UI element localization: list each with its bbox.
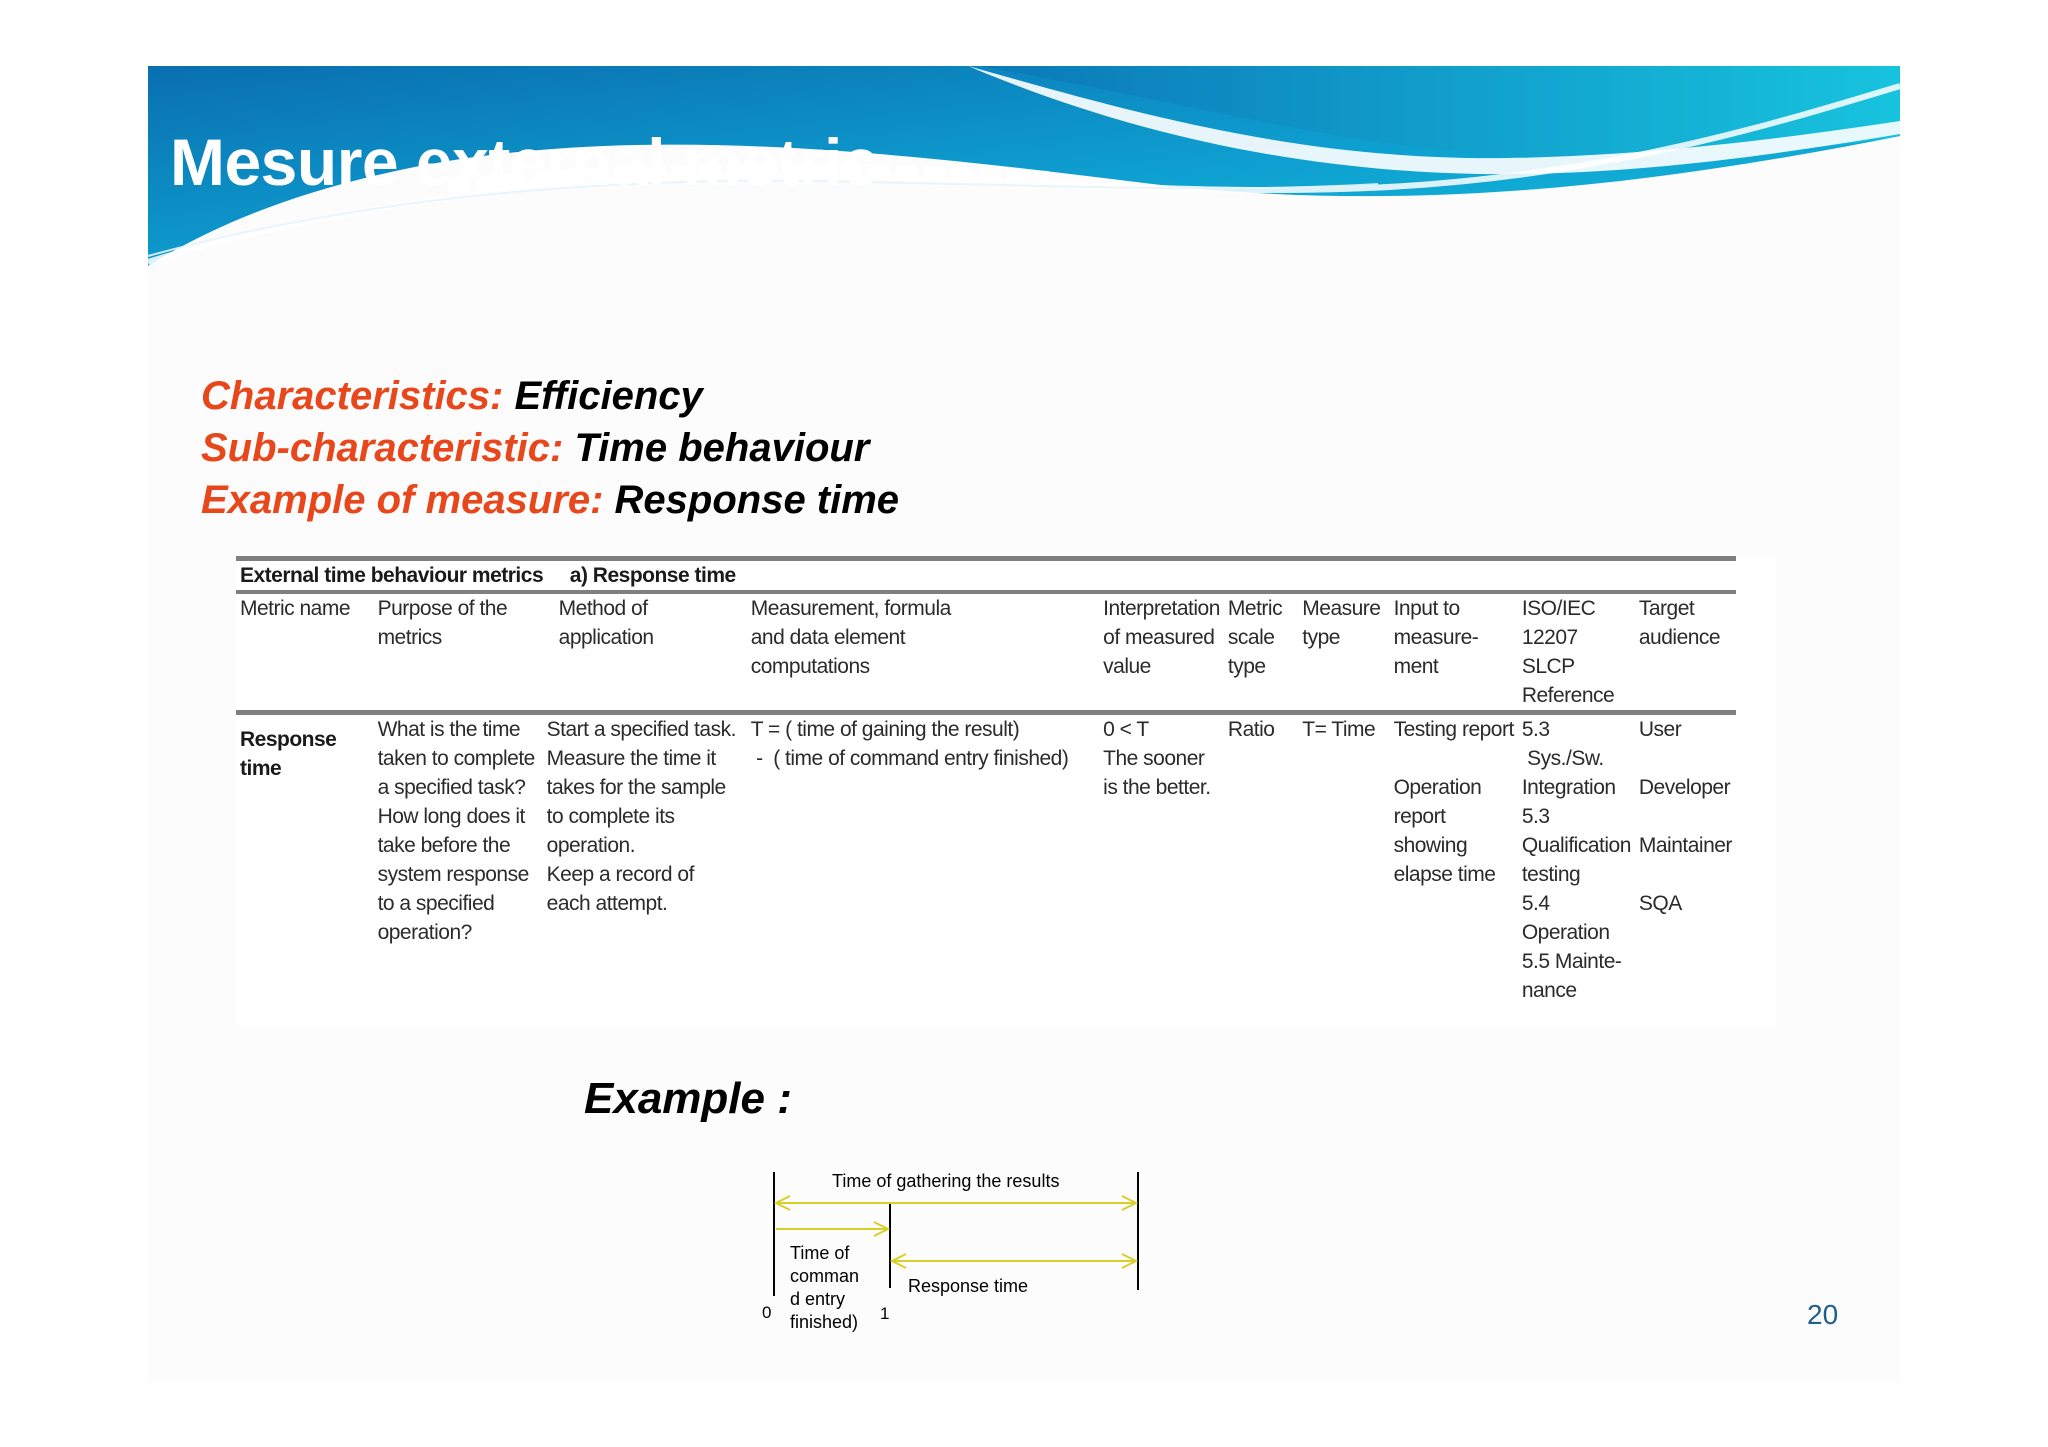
table-caption-row [236, 559, 1736, 593]
tick-start-label: 0 [762, 1303, 772, 1322]
slide [148, 66, 1900, 1382]
tick-mid-label: 1 [880, 1304, 890, 1323]
column-header: Method of application [543, 592, 747, 713]
response-arrow [892, 1254, 1136, 1268]
purpose-text: What is the time taken to complete a specified task? [377, 718, 535, 799]
reference-cell [1518, 713, 1635, 1006]
scale-type-cell [1224, 713, 1298, 1006]
formula-cell [747, 713, 1099, 1006]
command-label-line: d entry [790, 1289, 846, 1309]
table-caption: External time behaviour metrics a) Response time [236, 559, 1736, 593]
audience-item: Maintainer [1638, 834, 1732, 857]
reference-line: 5.4 [1521, 892, 1550, 915]
example-label: Example : [584, 1074, 792, 1123]
audience-item: SQA [1638, 892, 1682, 915]
audience-item: User [1638, 718, 1682, 741]
heading-label: Characteristics: [201, 374, 504, 418]
gathering-arrow [776, 1196, 1136, 1210]
column-header: Measurement, formula and data element computations [747, 592, 1099, 713]
reference-line: nance [1521, 979, 1577, 1002]
column-header: Metric scale type [1224, 592, 1298, 713]
column-header: Purpose of the metrics [374, 592, 543, 713]
interpretation-cell [1099, 713, 1224, 1006]
metric-name-cell [236, 713, 374, 1006]
formula-line: T = ( time of gaining the result) [750, 718, 1020, 741]
response-label: Response time [908, 1276, 1029, 1296]
command-arrow [776, 1222, 888, 1236]
reference-line: 5.3 [1521, 805, 1550, 828]
command-label-line: comman [790, 1266, 860, 1286]
page-number: 20 [1807, 1299, 1839, 1330]
method-text: Start a specified task. Measure the time it takes for the sample to complete its operation. [546, 718, 736, 857]
column-header: Target audience [1635, 592, 1736, 713]
heading-label: Example of measure: [201, 478, 604, 522]
input-cell [1390, 713, 1518, 1006]
column-header: Interpretation of measured value [1099, 592, 1224, 713]
heading-label: Sub-characteristic: [201, 426, 564, 470]
method-cell [543, 713, 747, 1006]
column-header: Metric name [236, 592, 374, 713]
column-header: Input to measure-ment [1390, 592, 1518, 713]
interpretation-text: 0 < T [1103, 718, 1149, 741]
audience-item: Developer [1638, 776, 1731, 799]
gathering-label: Time of gathering the results [832, 1171, 1060, 1191]
formula-line: - ( time of command entry finished) [750, 747, 1069, 770]
command-label-line: Time of [790, 1243, 850, 1263]
command-label-line: finished) [790, 1312, 859, 1332]
method-text: Keep a record of each attempt. [546, 863, 694, 915]
reference-line: 5.5 Mainte- [1521, 950, 1622, 973]
heading-example-of-measure [201, 478, 899, 523]
heading-value: Time behaviour [574, 426, 870, 470]
reference-line: Integration [1521, 776, 1616, 799]
table-header-row [236, 592, 1736, 713]
table-row [236, 713, 1736, 1006]
heading-characteristics [201, 374, 703, 419]
input-text: Testing report [1393, 718, 1514, 741]
reference-line: Qualification [1521, 834, 1631, 857]
reference-line: Sys./Sw. [1521, 747, 1604, 770]
scale-type: Ratio [1227, 718, 1275, 741]
measure-type-cell [1298, 713, 1389, 1006]
heading-sub-characteristic [201, 426, 869, 471]
measure-type: T= Time [1302, 718, 1376, 741]
column-header: ISO/IEC 12207 SLCP Reference [1518, 592, 1635, 713]
purpose-text: How long does it take before the system response to a specified operation? [377, 805, 529, 944]
audience-cell [1635, 713, 1736, 1006]
metric-name: Response time [240, 728, 337, 780]
interpretation-text: The sooner is the better. [1103, 747, 1211, 799]
reference-line: Operation [1521, 921, 1610, 944]
reference-line: testing [1521, 863, 1581, 886]
reference-line: 5.3 [1521, 718, 1550, 741]
heading-value: Efficiency [514, 374, 703, 418]
metrics-table-image [236, 556, 1776, 1026]
metrics-table [236, 556, 1736, 1005]
slide-title: Mesure external metric [170, 125, 879, 199]
heading-value: Response time [614, 478, 900, 522]
response-time-diagram [764, 1096, 1304, 1366]
purpose-cell [374, 713, 543, 1006]
input-text: Operation report showing elapse time [1393, 776, 1496, 886]
column-header: Measure type [1298, 592, 1389, 713]
